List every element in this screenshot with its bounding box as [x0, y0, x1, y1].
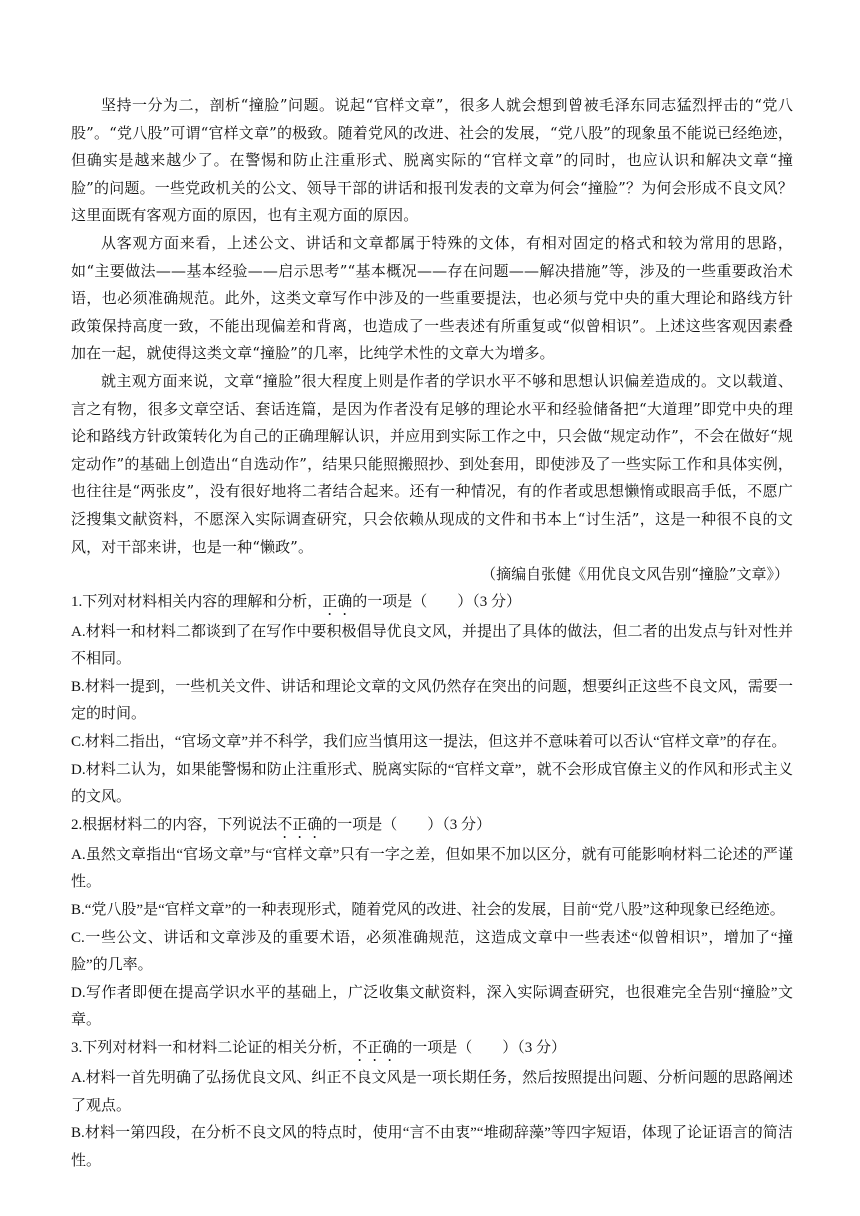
- source-citation: （摘编自张健《用优良文风告别“撞脸”文章》）: [481, 565, 789, 584]
- question-stem-text: 的一项是（ ）（3 分）: [397, 1040, 567, 1056]
- exam-page: [71, 92, 793, 1175]
- emphasis-word: 不正确: [352, 1040, 398, 1056]
- question-stem-text: 2.根据材料二的内容，下列说法: [71, 816, 278, 833]
- answer-option: B.材料一提到，一些机关文件、讲话和理论文章的文风仍然存在突出的问题，想要纠正这些不良文风，需要一定的时间。: [71, 678, 793, 723]
- question-stem: [71, 1035, 793, 1065]
- answer-option: B.“党八股”是“官样文章”的一种表现形式，随着党风的改进、社会的发展，目前“党八股”这种现象已经绝迹。: [71, 902, 785, 919]
- answer-option: D.写作者即便在提高学识水平的基础上，广泛收集文献资料，深入实际调查研究，也很难完全告别“撞脸”文章。: [71, 984, 793, 1029]
- answer-option: B.材料一第四段，在分析不良文风的特点时，使用“言不由衷”“堆砌辞藻”等四字短语，体现了论证语言的简洁性。: [71, 1125, 793, 1169]
- question-stem: [71, 589, 793, 619]
- answer-option: A.材料一和材料二都谈到了在写作中要积极倡导优良文风，并提出了具体的做法，但二者的出发点与针对性并不相同。: [71, 623, 793, 668]
- passage-paragraph: 坚持一分为二，剖析“撞脸”问题。说起“官样文章”，很多人就会想到曾被毛泽东同志猛烈抨击的“党八股”。“党八股”可谓“官样文章”的极致。随着党风的改进、社会的发展，“党八股”的现象虽不能说已经绝迹，但确实是越来越少了。在警惕和防止注重形式、脱离实际的“官样文章”的同时，也应认识和解决文章“撞脸”的问题。一些党政机关的公文、领导干部的讲话和报刊发表的文章为何会“撞脸”？为何会形成不良文风？这里面既有客观方面的原因，也有主观方面的原因。: [71, 96, 793, 225]
- question-stem-text: 1.下列对材料相关内容的理解和分析，: [71, 593, 323, 610]
- answer-option: C.一些公文、讲话和文章涉及的重要术语，必须准确规范，这造成文章中一些表述“似曾相识”，增加了“撞脸”的几率。: [71, 929, 793, 974]
- question-stem-text: 的一项是（ ）（3 分）: [322, 816, 492, 833]
- answer-option: D.材料二认为，如果能警惕和防止注重形式、脱离实际的“官样文章”，就不会形成官僚主义的作风和形式主义的文风。: [71, 761, 793, 806]
- question-stem-text: 3.下列对材料一和材料二论证的相关分析，: [71, 1040, 353, 1056]
- question-stem-text: 的一项是（ ）（3 分）: [352, 593, 522, 610]
- emphasis-word: 不正确: [277, 816, 323, 833]
- answer-option: C.材料二指出，“官场文章”并不科学，我们应当慎用这一提法，但这并不意味着可以否认“官样文章”的存在。: [71, 734, 787, 751]
- answer-option: A.材料一首先明确了弘扬优良文风、纠正不良文风是一项长期任务，然后按照提出问题、分析问题的思路阐述了观点。: [71, 1070, 793, 1114]
- question-stem: [71, 812, 793, 842]
- answer-option: A.虽然文章指出“官场文章”与“官样文章”只有一字之差，但如果不加以区分，就有可能影响材料二论述的严谨性。: [71, 846, 793, 891]
- passage-paragraph: 从客观方面来看，上述公文、讲话和文章都属于特殊的文体，有相对固定的格式和较为常用的思路，如“主要做法——基本经验——启示思考”“基本概况——存在问题——解决措施”等，涉及的一些重要政治术语，也必须准确规范。此外，这类文章写作中涉及的一些重要提法，也必须与党中央的重大理论和路线方针政策保持高度一致，不能出现偏差和背离，也造成了一些表述有所重复或“似曾相识”。上述这些客观因素叠加在一起，就使得这类文章“撞脸”的几率，比纯学术性的文章大为增多。: [71, 233, 793, 363]
- passage-paragraph: 就主观方面来说，文章“撞脸”很大程度上则是作者的学识水平不够和思想认识偏差造成的。文以载道、言之有物，很多文章空话、套话连篇，是因为作者没有足够的理论水平和经验储备把“大道理”即党中央的理论和路线方针政策转化为自己的正确理解认识，并应用到实际工作之中，只会做“规定动作”，不会在做好“规定动作”的基础上创造出“自选动作”，结果只能照搬照抄、到处套用，即使涉及了一些实际工作和具体实例，也往往是“两张皮”，没有很好地将二者结合起来。还有一种情况，有的作者或思想懒惰或眼高手低，不愿广泛搜集文献资料，不愿深入实际调查研究，只会依赖从现成的文件和书本上“讨生活”，这是一种很不良的文风，对干部来讲，也是一种“懒政”。: [71, 371, 793, 556]
- emphasis-word: 正确: [322, 593, 353, 610]
